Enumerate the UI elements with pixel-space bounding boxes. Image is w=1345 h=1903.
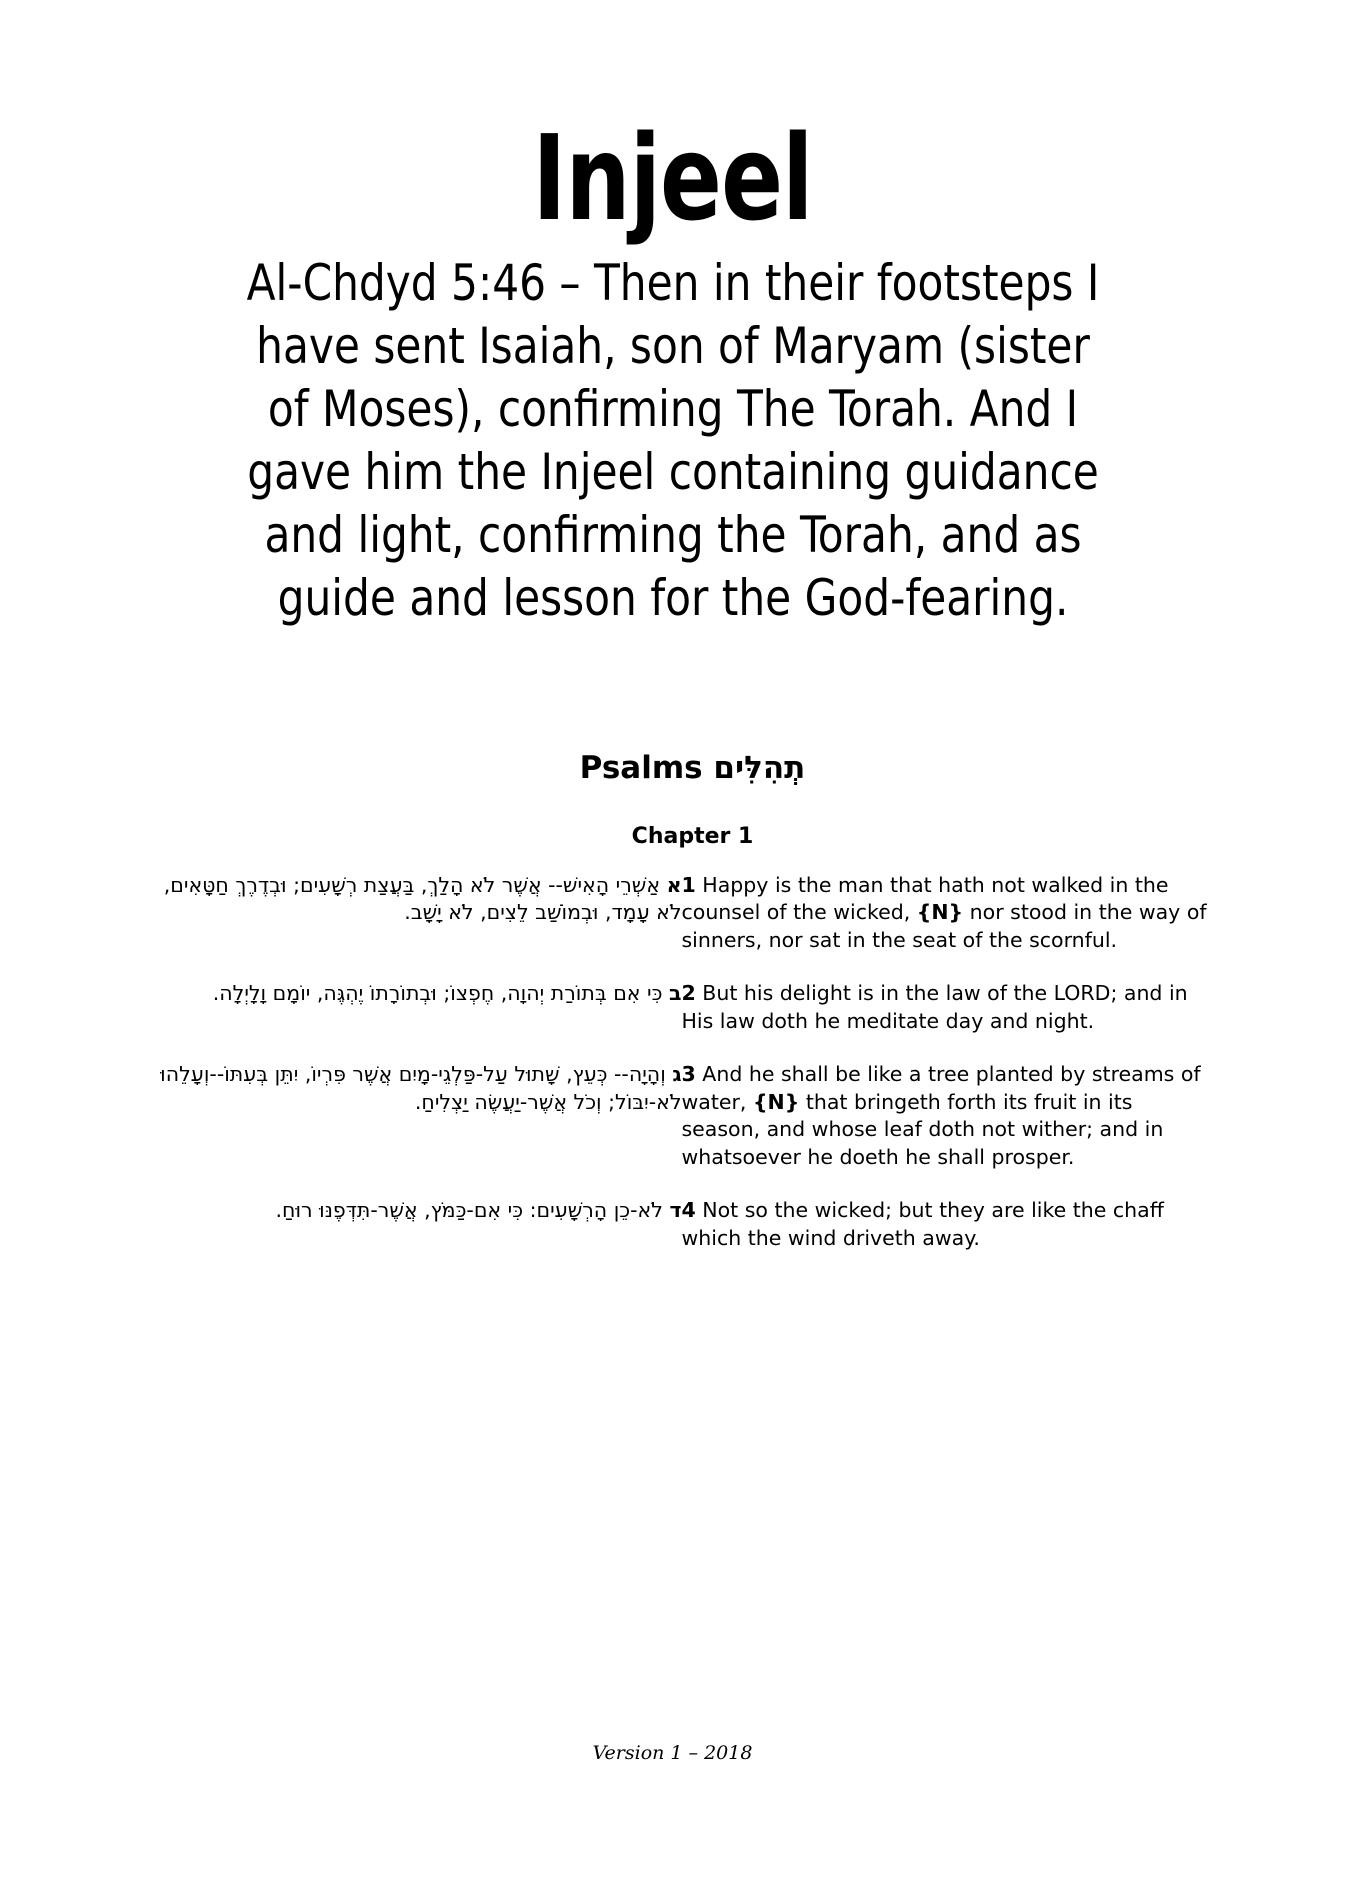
verse-number: 4 <box>681 1198 696 1223</box>
verse-english-cell <box>682 1061 1218 1197</box>
verse-english-text-part1: And he shall be like a tree planted by streams of water, <box>681 1062 1201 1114</box>
verse-hebrew-text: כִּי אִם בְּתוֹרַת יְהוָה, חֶפְצוֹ; וּבְתוֹרָתוֹ יֶהְגֶּה, יוֹמָם וָלָיְלָה. <box>212 981 663 1006</box>
verse-newline-marker: {N} <box>916 900 964 925</box>
verse-table-body <box>128 872 1218 1278</box>
verse-number: 3 <box>681 1062 696 1087</box>
verse-hebrew-letter: א <box>666 872 682 897</box>
verse-hebrew-letter: ג <box>672 1062 682 1087</box>
masthead <box>0 0 1345 630</box>
verse-hebrew-cell <box>128 1197 682 1278</box>
table-row <box>128 980 1218 1061</box>
chapter-title: Chapter 1 <box>631 823 754 849</box>
verse-english-text-part2: that bringeth forth its fruit in its season, and whose leaf doth not wither; and in whatsoever he doeth he shall prosper. <box>681 1089 1164 1169</box>
verse-english-cell <box>682 980 1218 1061</box>
table-row <box>128 1197 1218 1278</box>
verse-number: 1 <box>681 872 696 897</box>
verse-hebrew-letter: ב <box>668 981 682 1006</box>
verse-table <box>128 872 1218 1278</box>
verse-hebrew-cell <box>128 980 682 1061</box>
verse-hebrew-letter: ד <box>669 1198 682 1223</box>
verse-english-text-part1: Not so the wicked; but they are like the chaff which the wind driveth away. <box>681 1198 1164 1250</box>
footer-version: Version 1 – 2018 <box>592 1742 753 1764</box>
verse-english-text-part1: Happy is the man that hath not walked in the counsel of the wicked, <box>681 872 1169 925</box>
verse-hebrew-text: אַשְׁרֵי הָאִישׁ-- אֲשֶׁר לֹא הָלַךְ, בַּעֲצַת רְשָׁעִים; וּבְדֶרֶךְ חַטָּאִים, לֹא עָמָד, וּבְמוֹשַׁב לֵצִים, לֹא יָשָׁב. <box>163 872 682 925</box>
verse-hebrew-text: וְהָיָה-- כְּעֵץ, שָׁתוּל עַל-פַּלְגֵי-מָיִם אֲשֶׁר פִּרְיוֹ, יִתֵּן בְּעִתּוֹ--וְעָלֵהוּ לֹא-יִבּוֹל; וְכֹל אֲשֶׁר-יַעֲשֶׂה יַצְלִיחַ. <box>160 1062 682 1114</box>
verse-english-text-part2: nor stood in the way of sinners, nor sat in the seat of the scornful. <box>681 900 1207 952</box>
table-row <box>128 872 1218 980</box>
book-heading-block <box>0 750 1345 850</box>
verse-english-text-part1: But his delight is in the law of the LORD; and in His law doth he meditate day and night. <box>681 981 1188 1033</box>
verse-english-cell <box>682 1197 1218 1278</box>
table-row <box>128 1061 1218 1197</box>
verse-number: 2 <box>681 981 696 1006</box>
book-title: Psalms תְהִלִּים <box>579 750 806 787</box>
verse-english-cell <box>682 872 1218 980</box>
verse-hebrew-cell <box>128 1061 682 1197</box>
verse-hebrew-text: לֹא-כֵן הָרְשָׁעִים: כִּי אִם-כַּמֹּץ, אֲשֶׁר-תִּדְּפֶנּוּ רוּחַ. <box>275 1198 663 1223</box>
page-title: Injeel <box>532 109 813 247</box>
verse-hebrew-cell <box>128 872 682 980</box>
epigraph-quote: Al-Chdyd 5:46 – Then in their footsteps I have sent Isaiah, son of Maryam (sister of Moses), confirming The Torah. And I gave him the Injeel containing guidance and light, confirming the Torah, and as guide and lesson for the God-fearing. <box>246 254 1099 628</box>
verse-newline-marker: {N} <box>752 1089 800 1114</box>
